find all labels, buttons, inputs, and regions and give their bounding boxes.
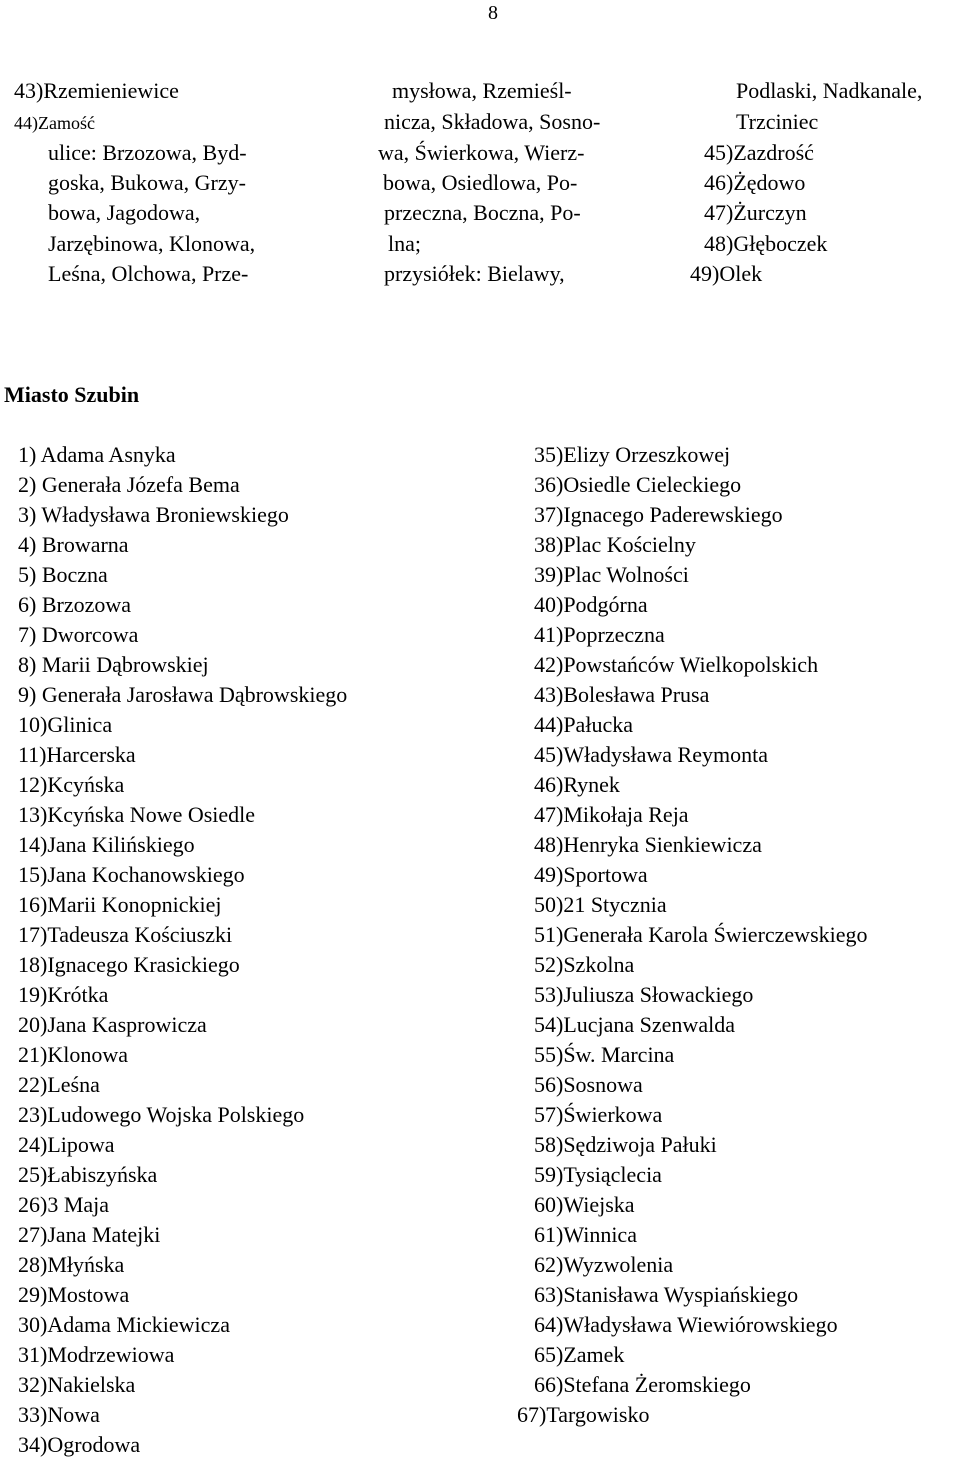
- top-col1-line: 44)Zamość: [14, 113, 95, 133]
- top-col1-line: bowa, Jagodowa,: [48, 200, 201, 225]
- street-item: 40)Podgórna: [534, 592, 648, 617]
- street-item: 7) Dworcowa: [18, 622, 139, 647]
- street-item: 52)Szkolna: [534, 952, 635, 977]
- top-col3-line: 47)Żurczyn: [704, 200, 807, 225]
- street-item: 9) Generała Jarosława Dąbrowskiego: [18, 682, 348, 707]
- street-item: 23)Ludowego Wojska Polskiego: [18, 1102, 305, 1127]
- street-item: 6) Brzozowa: [18, 592, 132, 617]
- top-col3-line: 45)Zazdrość: [704, 140, 814, 165]
- street-item: 55)Św. Marcina: [534, 1042, 675, 1067]
- street-item: 32)Nakielska: [18, 1372, 136, 1397]
- street-item: 31)Modrzewiowa: [18, 1342, 175, 1367]
- street-item: 67)Targowisko: [517, 1402, 650, 1427]
- street-item: 63)Stanisława Wyspiańskiego: [534, 1282, 799, 1307]
- street-item: 18)Ignacego Krasickiego: [18, 952, 240, 977]
- page-number: 8: [488, 2, 498, 24]
- street-item: 5) Boczna: [18, 562, 108, 587]
- street-item: 38)Plac Kościelny: [534, 532, 696, 557]
- streets-left-column: [18, 440, 347, 1460]
- street-item: 24)Lipowa: [18, 1132, 115, 1157]
- street-item: 57)Świerkowa: [534, 1102, 663, 1127]
- street-item: 46)Rynek: [534, 772, 620, 797]
- street-item: 15)Jana Kochanowskiego: [18, 862, 245, 887]
- street-item: 29)Mostowa: [18, 1282, 130, 1307]
- street-item: 47)Mikołaja Reja: [534, 802, 689, 827]
- top-col3-line: Podlaski, Nadkanale,: [736, 78, 923, 103]
- street-item: 62)Wyzwolenia: [534, 1252, 674, 1277]
- street-item: 8) Marii Dąbrowskiej: [18, 652, 209, 677]
- section-heading: Miasto Szubin: [4, 382, 140, 407]
- top-col2-line: przeczna, Boczna, Po-: [384, 200, 581, 225]
- top-col3-line: Trzciniec: [736, 109, 819, 134]
- street-item: 1) Adama Asnyka: [18, 442, 176, 467]
- street-item: 53)Juliusza Słowackiego: [534, 982, 754, 1007]
- top-col1-line: Jarzębinowa, Klonowa,: [48, 231, 256, 256]
- street-item: 50)21 Stycznia: [534, 892, 667, 917]
- streets-right-column: [517, 440, 868, 1430]
- street-item: 59)Tysiąclecia: [534, 1162, 662, 1187]
- top-col2-line: lna;: [388, 231, 421, 256]
- top-col2-line: mysłowa, Rzemieśl-: [392, 78, 572, 103]
- top-col2-line: nicza, Składowa, Sosno-: [384, 109, 601, 134]
- street-item: 37)Ignacego Paderewskiego: [534, 502, 783, 527]
- top-col3-line: 48)Głęboczek: [704, 231, 828, 256]
- street-item: 3) Władysława Broniewskiego: [18, 502, 289, 527]
- street-item: 11)Harcerska: [18, 742, 136, 767]
- street-item: 41)Poprzeczna: [534, 622, 665, 647]
- street-item: 22)Leśna: [18, 1072, 100, 1097]
- street-item: 66)Stefana Żeromskiego: [534, 1372, 751, 1397]
- street-item: 25)Łabiszyńska: [18, 1162, 158, 1187]
- street-item: 39)Plac Wolności: [534, 562, 689, 587]
- top-col2-line: przysiółek: Bielawy,: [384, 261, 565, 286]
- street-item: 16)Marii Konopnickiej: [18, 892, 222, 917]
- top-col3-line: 49)Olek: [690, 261, 763, 286]
- street-item: 43)Bolesława Prusa: [534, 682, 710, 707]
- street-item: 56)Sosnowa: [534, 1072, 643, 1097]
- street-item: 58)Sędziwoja Pałuki: [534, 1132, 717, 1157]
- street-item: 45)Władysława Reymonta: [534, 742, 768, 767]
- top-col1-line: Leśna, Olchowa, Prze-: [48, 261, 249, 286]
- street-item: 65)Zamek: [534, 1342, 625, 1367]
- street-item: 54)Lucjana Szenwalda: [534, 1012, 735, 1037]
- street-item: 48)Henryka Sienkiewicza: [534, 832, 762, 857]
- top-col1-line: 43)Rzemieniewice: [14, 78, 179, 103]
- street-item: 20)Jana Kasprowicza: [18, 1012, 207, 1037]
- street-item: 44)Pałucka: [534, 712, 633, 737]
- street-item: 30)Adama Mickiewicza: [18, 1312, 230, 1337]
- street-item: 51)Generała Karola Świerczewskiego: [534, 922, 868, 947]
- street-item: 60)Wiejska: [534, 1192, 635, 1217]
- street-item: 42)Powstańców Wielkopolskich: [534, 652, 819, 677]
- street-item: 36)Osiedle Cieleckiego: [534, 472, 742, 497]
- street-item: 10)Glinica: [18, 712, 113, 737]
- top-col3-line: 46)Żędowo: [704, 170, 806, 195]
- street-item: 28)Młyńska: [18, 1252, 125, 1277]
- street-item: 12)Kcyńska: [18, 772, 125, 797]
- street-item: 64)Władysława Wiewiórowskiego: [534, 1312, 838, 1337]
- street-item: 13)Kcyńska Nowe Osiedle: [18, 802, 256, 827]
- street-item: 14)Jana Kilińskiego: [18, 832, 195, 857]
- street-item: 33)Nowa: [18, 1402, 100, 1427]
- street-item: 34)Ogrodowa: [18, 1432, 141, 1457]
- street-item: 61)Winnica: [534, 1222, 637, 1247]
- top-col1-line: goska, Bukowa, Grzy-: [48, 170, 246, 195]
- street-item: 21)Klonowa: [18, 1042, 128, 1067]
- top-col2-line: bowa, Osiedlowa, Po-: [383, 170, 578, 195]
- street-item: 4) Browarna: [18, 532, 129, 557]
- street-item: 35)Elizy Orzeszkowej: [534, 442, 731, 467]
- street-item: 19)Krótka: [18, 982, 109, 1007]
- top-col1-line: ulice: Brzozowa, Byd-: [48, 140, 247, 165]
- street-item: 26)3 Maja: [18, 1192, 110, 1217]
- street-item: 17)Tadeusza Kościuszki: [18, 922, 233, 947]
- street-item: 49)Sportowa: [534, 862, 648, 887]
- top-col2-line: wa, Świerkowa, Wierz-: [378, 140, 585, 165]
- street-item: 27)Jana Matejki: [18, 1222, 161, 1247]
- street-item: 2) Generała Józefa Bema: [18, 472, 240, 497]
